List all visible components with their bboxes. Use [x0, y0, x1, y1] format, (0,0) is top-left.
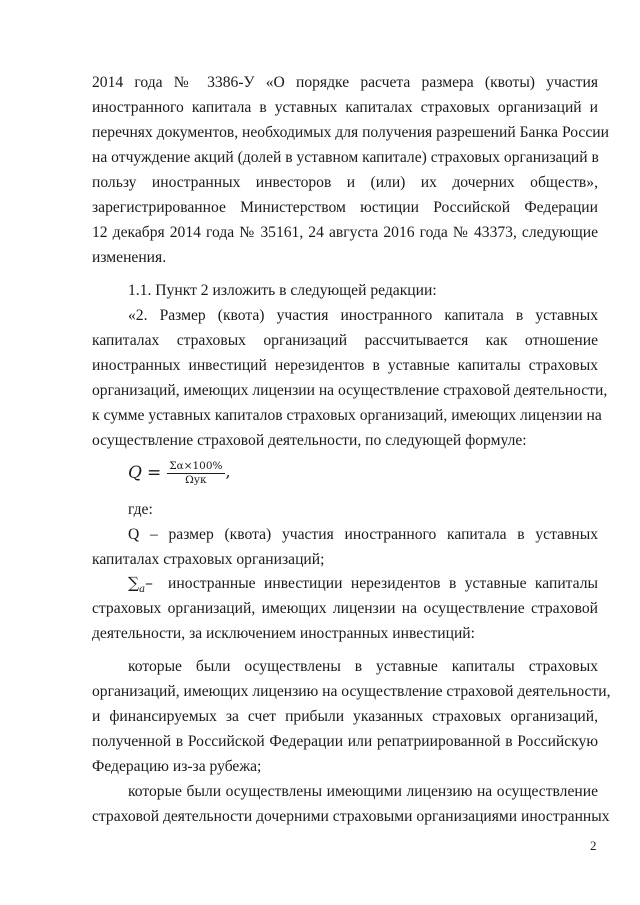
text-line: которые были осуществлены в уставные капиталы страховых: [128, 658, 598, 675]
text-line: изменения.: [92, 249, 167, 266]
text-line: иностранные инвестиции нерезидентов в уставные капиталы: [168, 575, 598, 592]
text-line: организаций, имеющих лицензии на осуществление страховой деятельности,: [92, 382, 608, 399]
text-line: на отчуждение акций (долей в уставном капитале) страховых организаций в: [92, 149, 599, 166]
text-line: «2. Размер (квота) участия иностранного капитала в уставных: [128, 307, 598, 324]
sigma-subscript: a: [139, 584, 146, 596]
text-line: 12 декабря 2014 года № 35161, 24 августа 2016 года № 43373, следующие: [92, 224, 598, 241]
sigma-dash: –: [145, 574, 153, 592]
text-line: организаций, имеющих лицензию на осуществление страховой деятельности,: [92, 683, 611, 700]
text-line: Q – размер (квота) участия иностранного капитала в уставных: [128, 526, 598, 543]
text-line: Федерацию из-за рубежа;: [92, 758, 262, 775]
page-number: 2: [590, 838, 597, 853]
text-line: иностранного капитала в уставных капиталах страховых организаций и: [92, 99, 598, 116]
text-line: где:: [128, 501, 153, 518]
sigma-symbol: [128, 574, 153, 599]
formula-comma: ,: [225, 462, 231, 481]
text-line: перечнях документов, необходимых для получения разрешений Банка России: [92, 124, 609, 141]
sigma-glyph: ∑: [128, 574, 140, 592]
text-line: и финансируемых за счет прибыли указанных страховых организаций,: [92, 708, 598, 725]
text-line: полученной в Российской Федерации или репатриированной в Российскую: [92, 733, 598, 750]
text-line: пользу иностранных инвесторов и (или) их дочерних обществ»,: [92, 174, 598, 191]
formula-fraction: [167, 460, 224, 487]
formula: [128, 453, 231, 493]
text-line: страховых организаций, имеющих лицензии на осуществление страховой: [92, 600, 598, 617]
text-line: капиталах страховых организаций;: [92, 551, 325, 568]
text-line: которые были осуществлены имеющими лицензию на осуществление: [128, 783, 598, 800]
text-line: зарегистрированное Министерством юстиции Российской Федерации: [92, 199, 598, 216]
text-line: страховой деятельности дочерними страховыми организациями иностранных: [92, 808, 610, 825]
clause-heading: 1.1. Пункт 2 изложить в следующей редакции:: [128, 282, 437, 299]
text-line: иностранных инвестиций нерезидентов в уставные капиталы страховых: [92, 357, 598, 374]
text-line: 2014 года № 3386-У «О порядке расчета размера (квоты) участия: [92, 74, 598, 91]
formula-lhs: Q: [128, 463, 142, 483]
text-line: к сумме уставных капиталов страховых организаций, имеющих лицензии на: [92, 407, 602, 424]
text-line: капиталах страховых организаций рассчитывается как отношение: [92, 332, 598, 349]
text-line: осуществление страховой деятельности, по следующей формуле:: [92, 432, 527, 449]
formula-denominator: Ωук: [185, 473, 207, 486]
text-line: деятельности, за исключением иностранных инвестиций:: [92, 625, 475, 642]
formula-equals: =: [146, 463, 162, 483]
formula-numerator: Σα×100%: [169, 459, 223, 472]
